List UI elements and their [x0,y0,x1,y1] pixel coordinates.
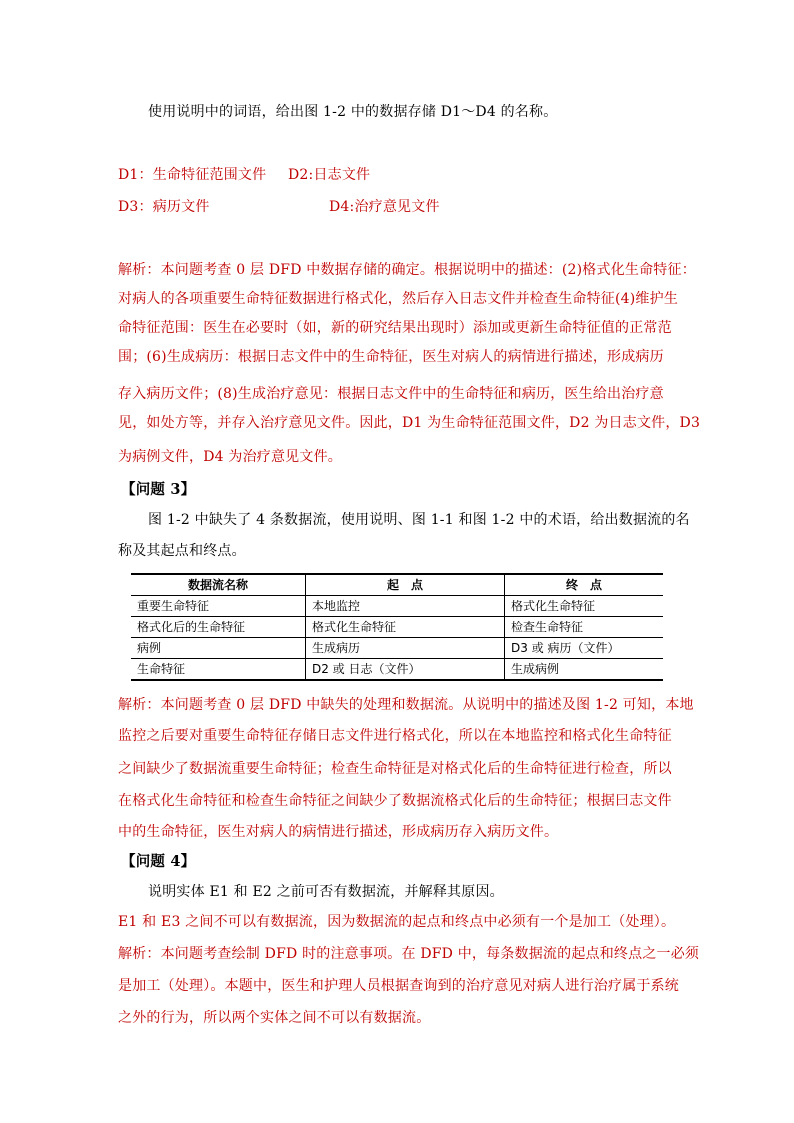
table-cell: 格式化后的生命特征 [131,617,306,638]
table-row [131,617,663,638]
q4-heading: 【问题 4】 [121,853,196,870]
q4-analysis-line: 是加工（处理）。本题中，医生和护理人员根据查询到的治疗意见对病人进行治疗属于系统 [118,978,679,994]
q3-analysis-line: 监控之后要对重要生命特征存储日志文件进行格式化，所以在本地监控和格式化生命特征 [118,728,672,744]
table-header-row [131,574,663,596]
q4-analysis-line: 解析：本问题考查绘制 DFD 时的注意事项。在 DFD 中，每条数据流的起点和终点之一必须 [118,946,700,962]
q3-heading: 【问题 3】 [121,481,196,498]
header-end: 终 点 [505,574,664,596]
table-cell: 病例 [131,638,306,659]
table-cell: 格式化生命特征 [306,617,505,638]
q2-prompt: 使用说明中的词语，给出图 1-2 中的数据存储 D1～D4 的名称。 [148,104,558,120]
table-row [131,596,663,617]
header-start: 起 点 [306,574,505,596]
answer-d2: D2:日志文件 [288,167,371,183]
q2-analysis-line: 命特征范围：医生在必要时（如，新的研究结果出现时）添加或更新生命特征值的正常范 [118,320,672,336]
table-cell: 检查生命特征 [505,617,664,638]
q2-analysis-line: 为病例文件，D4 为治疗意见文件。 [118,449,342,465]
header-flow-name: 数据流名称 [131,574,306,596]
q3-prompt-line: 称及其起点和终点。 [118,543,246,559]
answer-d1: D1：生命特征范围文件 [118,167,267,183]
table-cell: D3 或 病历（文件） [505,638,664,659]
q3-analysis-line: 中的生命特征，医生对病人的病情进行描述，形成病历存入病历文件。 [118,824,559,840]
answer-d3: D3：病历文件 [118,199,210,215]
q4-analysis-line: 之外的行为，所以两个实体之间不可以有数据流。 [118,1010,431,1026]
q4-prompt: 说明实体 E1 和 E2 之前可否有数据流，并解释其原因。 [148,884,504,900]
table-cell: 生命特征 [131,659,306,681]
data-flow-table [131,573,663,681]
q2-analysis-line: 围；(6)生成病历：根据日志文件中的生命特征，医生对病人的病情进行描述，形成病历 [118,349,664,365]
q3-prompt-line: 图 1-2 中缺失了 4 条数据流，使用说明、图 1-1 和图 1-2 中的术语，给出数据流的名 [148,512,690,528]
table-cell: 重要生命特征 [131,596,306,617]
q3-analysis-line: 在格式化生命特征和检查生命特征之间缺少了数据流格式化后的生命特征；根据曰志文件 [118,793,672,809]
q2-analysis-line: 解析：本问题考查 0 层 DFD 中数据存储的确定。根据说明中的描述：(2)格式化生命特征： [118,262,696,278]
q4-answer: E1 和 E3 之间不可以有数据流，因为数据流的起点和终点中必须有一个是加工（处理）。 [118,914,676,930]
q3-analysis-line: 解析：本问题考查 0 层 DFD 中缺失的处理和数据流。从说明中的描述及图 1-2 可知，本地 [118,697,694,713]
table-cell: 本地监控 [306,596,505,617]
table-cell: 生成病历 [306,638,505,659]
q3-analysis-line: 之间缺少了数据流重要生命特征；检查生命特征是对格式化后的生命特征进行检查，所以 [118,761,672,777]
q2-analysis-line: 存入病历文件；(8)生成治疗意见：根据日志文件中的生命特征和病历，医生给出治疗意 [118,386,664,402]
table-row [131,659,663,681]
answer-d4: D4:治疗意见文件 [329,199,440,215]
q2-analysis-line: 见，如处方等，并存入治疗意见文件。因此，D1 为生命特征范围文件，D2 为日志文件，D3 [118,415,701,431]
table-cell: 生成病例 [505,659,664,681]
table-row [131,638,663,659]
table-cell: 格式化生命特征 [505,596,664,617]
table-cell: D2 或 日志（文件） [306,659,505,681]
q2-analysis-line: 对病人的各项重要生命特征数据进行格式化，然后存入日志文件并检查生命特征(4)维护生 [118,291,679,307]
